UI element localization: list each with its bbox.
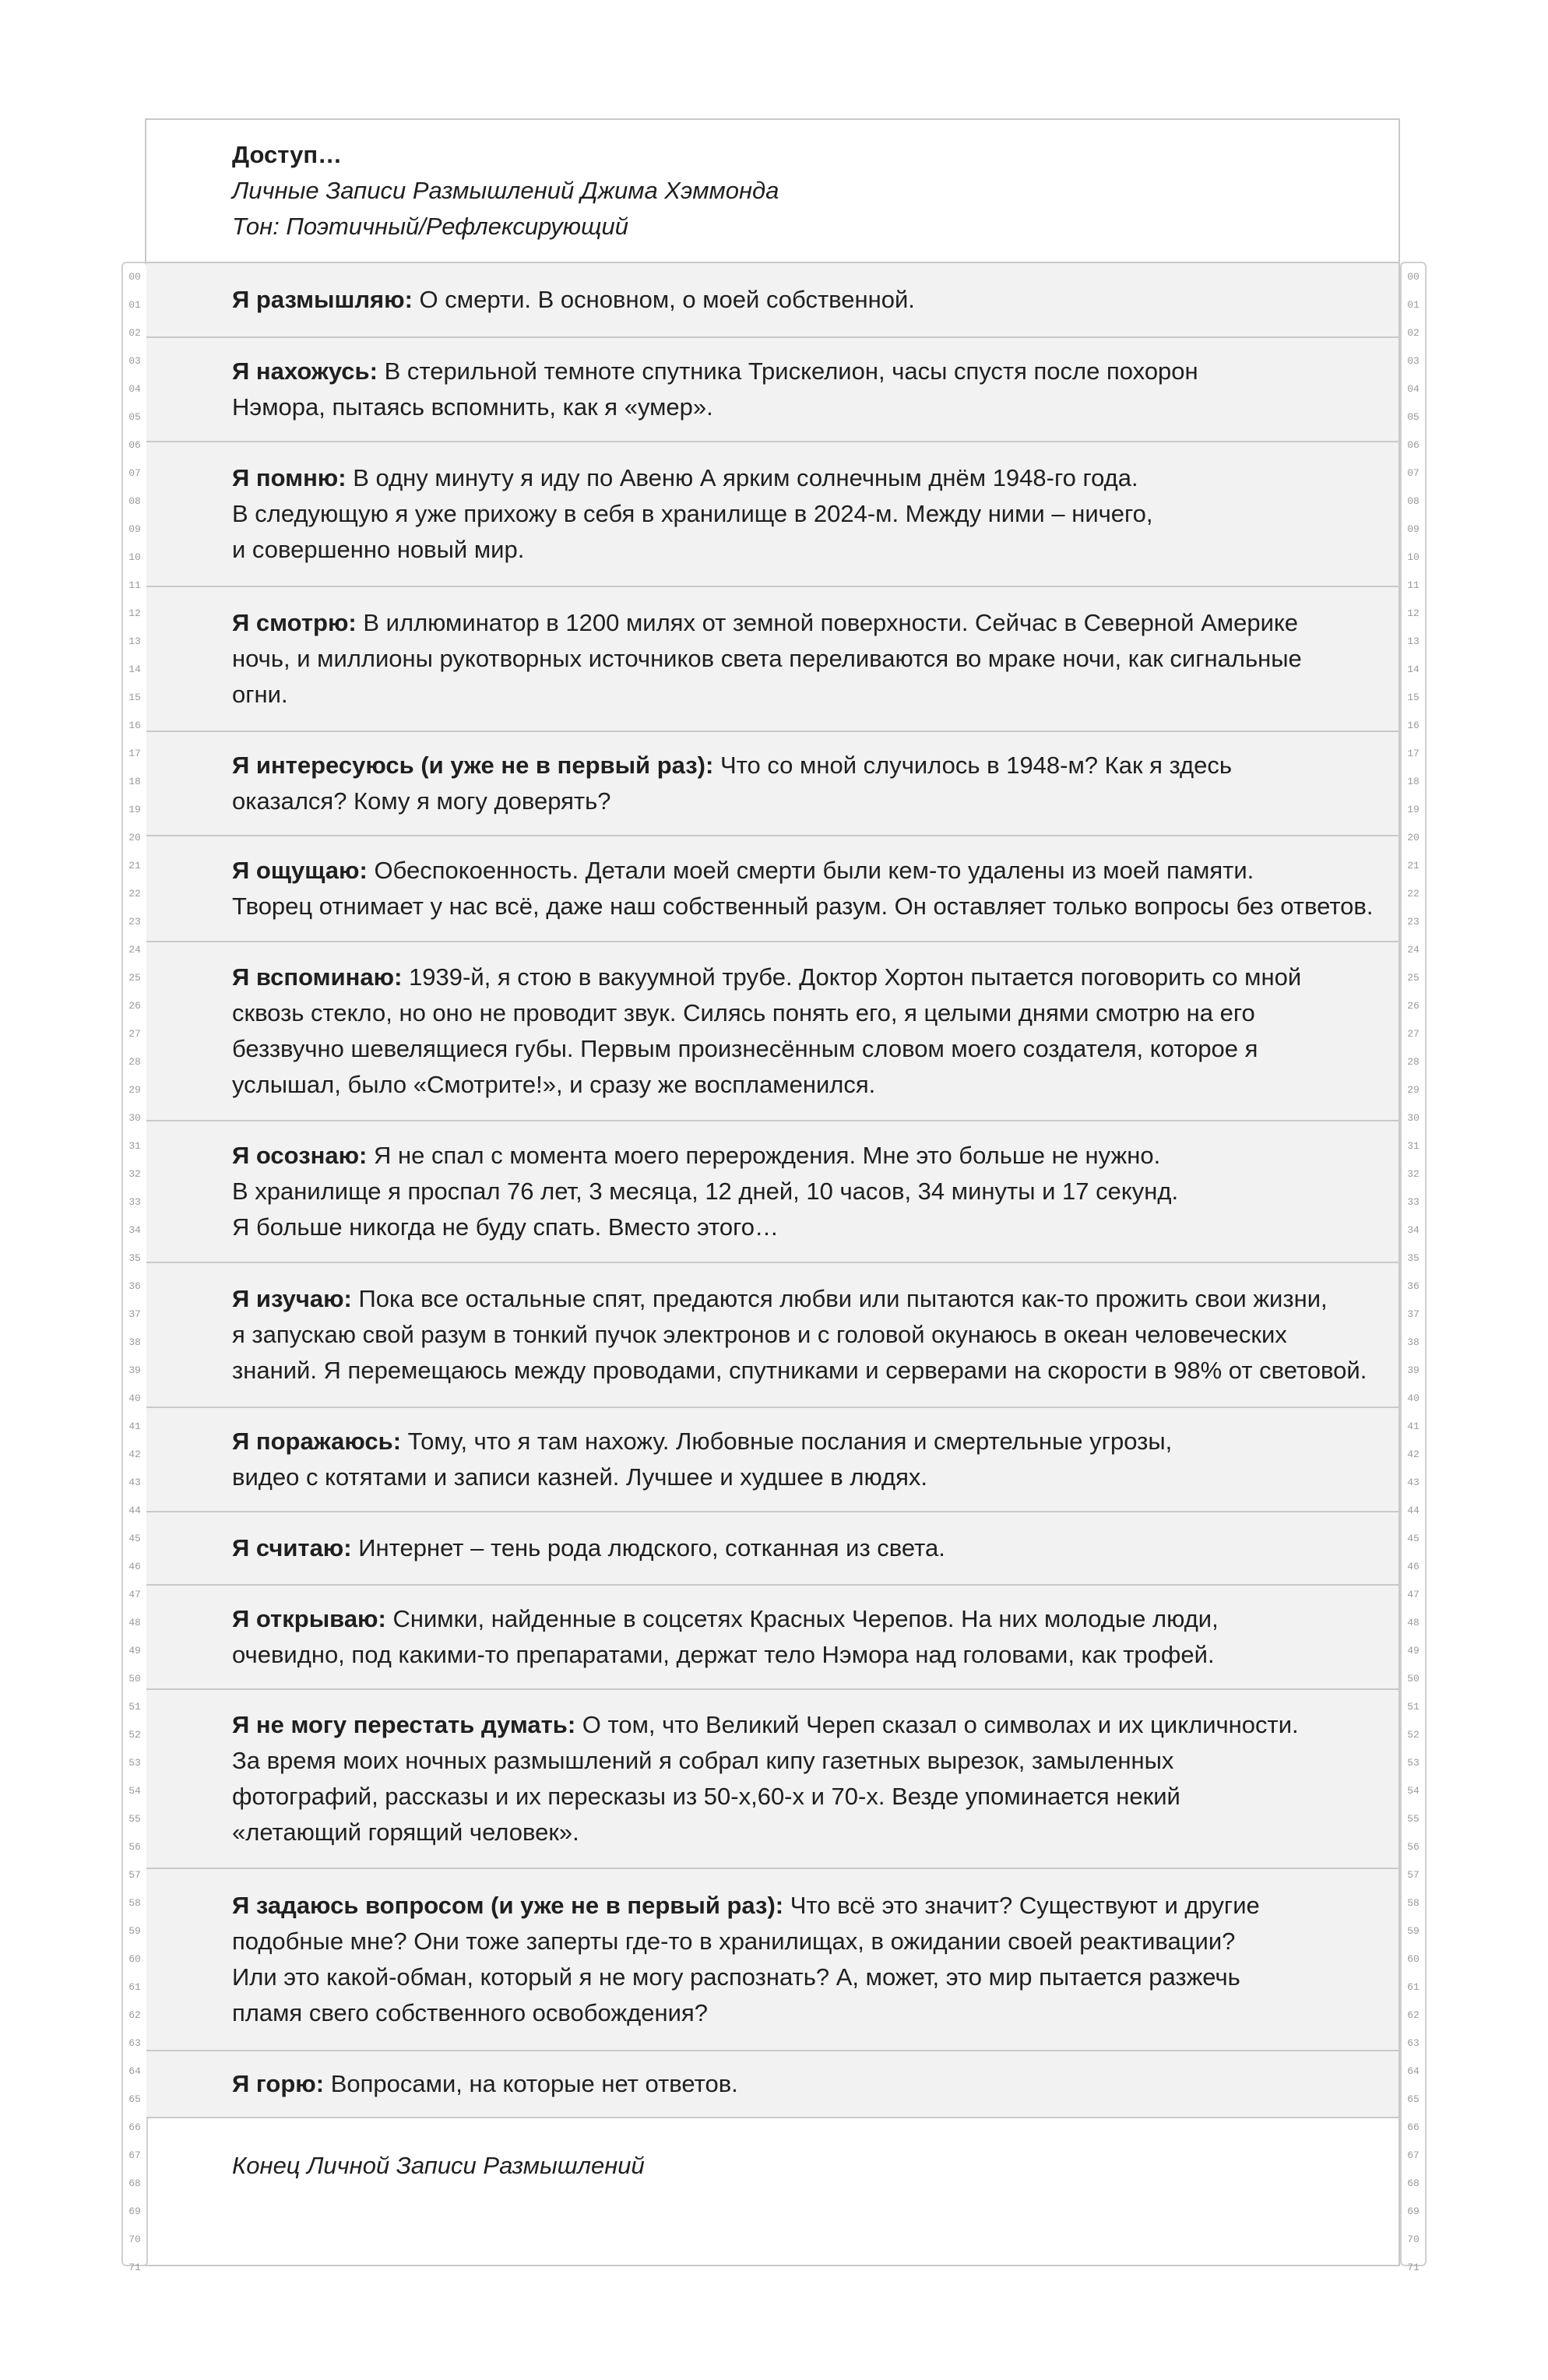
entry-line (232, 1317, 1398, 1353)
line-number: 25 (1407, 972, 1420, 984)
line-number: 57 (1407, 1869, 1420, 1881)
entry-text: В хранилище я проспал 76 лет, 3 месяца, 12 дней, 10 часов, 34 минуты и 17 секунд. (232, 1178, 1179, 1205)
entry-label: Я смотрю: (232, 609, 357, 636)
line-number: 18 (128, 776, 141, 787)
entry-text: В иллюминатор в 1200 милях от земной поверхности. Сейчас в Северной Америке (363, 609, 1299, 636)
line-number: 04 (1407, 383, 1420, 395)
line-number: 65 (128, 2093, 141, 2105)
entry-text: знаний. Я перемещаюсь между проводами, спутниками и серверами на скорости в 98% от световой. (232, 1357, 1367, 1384)
line-number: 33 (1407, 1196, 1420, 1208)
line-number: 44 (128, 1505, 141, 1516)
entry-text: Нэмора, пытаясь вспомнить, как я «умер». (232, 393, 713, 421)
line-number: 44 (1407, 1505, 1420, 1516)
entry-line (232, 1601, 1398, 1637)
line-number: 30 (128, 1112, 141, 1124)
line-number: 57 (128, 1869, 141, 1881)
line-number: 70 (1407, 2234, 1420, 2245)
entry-text: огни. (232, 681, 288, 708)
entry-line (232, 641, 1398, 677)
line-number: 03 (1407, 355, 1420, 367)
entry-label: Я нахожусь: (232, 357, 378, 385)
line-number: 49 (128, 1645, 141, 1656)
line-number: 20 (128, 832, 141, 843)
line-number: 08 (128, 495, 141, 507)
entry-text: 1939-й, я стою в вакуумной трубе. Доктор Хортон пытается поговорить со мной (409, 963, 1302, 991)
entry-text: В стерильной темноте спутника Трискелион, часы спустя после похорон (384, 357, 1198, 385)
line-number: 68 (1407, 2178, 1420, 2189)
entry-line (232, 605, 1398, 641)
line-number: 21 (128, 860, 141, 871)
entry-line (232, 1888, 1398, 1924)
entry-line (232, 1995, 1398, 2031)
line-number: 02 (128, 327, 141, 339)
line-number: 51 (1407, 1701, 1420, 1713)
line-number: 20 (1407, 832, 1420, 843)
line-number: 31 (1407, 1140, 1420, 1152)
line-number: 56 (1407, 1841, 1420, 1853)
line-number: 43 (1407, 1477, 1420, 1488)
line-number: 27 (1407, 1028, 1420, 1040)
line-number: 09 (1407, 523, 1420, 535)
entry-line (232, 1281, 1398, 1317)
line-number: 66 (128, 2121, 141, 2133)
entry-row (146, 1868, 1398, 2050)
line-number: 70 (128, 2234, 141, 2245)
entry-text: я запускаю свой разум в тонкий пучок электронов и с головой окунаюсь в океан человеческих (232, 1321, 1287, 1348)
line-number: 00 (128, 271, 141, 283)
line-number: 05 (128, 411, 141, 423)
line-number: 64 (1407, 2065, 1420, 2077)
entry-line (232, 496, 1398, 532)
entry-row (146, 941, 1398, 1120)
line-number: 21 (1407, 860, 1420, 871)
entry-row (146, 1511, 1398, 1584)
line-number: 39 (128, 1364, 141, 1376)
entry-line (232, 532, 1398, 568)
entry-text: Тому, что я там нахожу. Любовные послания и смертельные угрозы, (407, 1428, 1173, 1455)
line-number: 14 (128, 664, 141, 675)
line-number: 31 (128, 1140, 141, 1152)
line-number: 11 (128, 579, 141, 591)
entry-label: Я открываю: (232, 1605, 386, 1632)
line-number: 01 (128, 299, 141, 311)
line-number: 11 (1407, 579, 1420, 591)
entry-line (232, 2066, 1398, 2102)
line-number: 40 (1407, 1392, 1420, 1404)
entry-label: Я интересуюсь (и уже не в первый раз): (232, 752, 714, 779)
entry-text: Что всё это значит? Существуют и другие (790, 1892, 1260, 1919)
line-number: 53 (128, 1757, 141, 1769)
entry-line (232, 1530, 1398, 1566)
entry-row (146, 441, 1398, 586)
line-number: 29 (128, 1084, 141, 1096)
entry-text: О смерти. В основном, о моей собственной. (419, 286, 915, 313)
line-number: 36 (1407, 1280, 1420, 1292)
line-number: 04 (128, 383, 141, 395)
line-number: 16 (1407, 720, 1420, 731)
line-number: 50 (1407, 1673, 1420, 1685)
line-number: 06 (1407, 439, 1420, 451)
line-number: 23 (1407, 916, 1420, 928)
access-heading: Доступ… (232, 141, 343, 168)
entry-text: пламя свего собственного освобождения? (232, 1999, 708, 2026)
line-number: 43 (128, 1477, 141, 1488)
entry-line (232, 1174, 1398, 1209)
line-number: 69 (128, 2206, 141, 2217)
entry-line (232, 1067, 1398, 1103)
line-number: 15 (1407, 692, 1420, 703)
line-number: 33 (128, 1196, 141, 1208)
entry-label: Я вспоминаю: (232, 963, 403, 991)
line-number: 17 (128, 748, 141, 759)
entry-line (232, 1779, 1398, 1815)
line-number: 66 (1407, 2121, 1420, 2133)
line-number: 61 (128, 1981, 141, 1993)
line-number: 36 (128, 1280, 141, 1292)
line-number: 52 (1407, 1729, 1420, 1741)
line-number: 59 (128, 1925, 141, 1937)
entry-line (232, 1031, 1398, 1067)
line-number: 56 (128, 1841, 141, 1853)
line-number: 00 (1407, 271, 1420, 283)
line-number: 23 (128, 916, 141, 928)
entry-label: Я изучаю: (232, 1285, 352, 1312)
line-number: 62 (128, 2009, 141, 2021)
line-number: 19 (128, 804, 141, 815)
entry-line (232, 1353, 1398, 1389)
entry-text: «летающий горящий человек». (232, 1818, 579, 1846)
line-number: 48 (128, 1617, 141, 1628)
line-number: 46 (128, 1561, 141, 1572)
line-number: 19 (1407, 804, 1420, 815)
line-number: 48 (1407, 1617, 1420, 1628)
line-number: 35 (128, 1252, 141, 1264)
entry-text: Что со мной случилось в 1948-м? Как я здесь (719, 752, 1233, 779)
document-title: Личные Записи Размышлений Джима Хэммонда (232, 177, 779, 204)
line-number: 60 (1407, 1953, 1420, 1965)
entry-text: Снимки, найденные в соцсетях Красных Черепов. На них молодые люди, (392, 1605, 1219, 1632)
line-number: 03 (128, 355, 141, 367)
line-number: 51 (128, 1701, 141, 1713)
line-number: 26 (1407, 1000, 1420, 1012)
line-number: 38 (1407, 1336, 1420, 1348)
line-number: 41 (1407, 1421, 1420, 1432)
line-number: 54 (128, 1785, 141, 1797)
line-number: 07 (128, 467, 141, 479)
entry-text: Я больше никогда не буду спать. Вместо этого… (232, 1213, 779, 1241)
line-number: 34 (128, 1224, 141, 1236)
line-number: 37 (1407, 1308, 1420, 1320)
line-number: 02 (1407, 327, 1420, 339)
line-number: 53 (1407, 1757, 1420, 1769)
line-number: 46 (1407, 1561, 1420, 1572)
entry-row (146, 586, 1398, 731)
entry-row (146, 1688, 1398, 1868)
entry-row (146, 2050, 1398, 2117)
line-number: 40 (128, 1392, 141, 1404)
line-number: 42 (1407, 1449, 1420, 1460)
entry-line (232, 783, 1398, 819)
closing-divider (146, 2117, 1398, 2118)
line-number: 28 (1407, 1056, 1420, 1068)
entry-line (232, 1209, 1398, 1245)
line-number: 24 (1407, 944, 1420, 956)
entry-line (232, 1924, 1398, 1959)
entry-text: В одну минуту я иду по Авеню А ярким солнечным днём 1948-го года. (353, 464, 1138, 491)
entry-text: беззвучно шевелящиеся губы. Первым произнесённым словом моего создателя, которое я (232, 1035, 1258, 1062)
line-number: 09 (128, 523, 141, 535)
line-number: 39 (1407, 1364, 1420, 1376)
line-number: 22 (1407, 888, 1420, 900)
entry-line (232, 1707, 1398, 1743)
entry-row (146, 1584, 1398, 1688)
line-number: 67 (1407, 2149, 1420, 2161)
entry-text: Я не спал с момента моего перерождения. Мне это больше не нужно. (374, 1142, 1161, 1169)
entry-text: Пока все остальные спят, предаются любви или пытаются как-то прожить свои жизни, (358, 1285, 1328, 1312)
line-number: 54 (1407, 1785, 1420, 1797)
line-number: 55 (128, 1813, 141, 1825)
entry-line (232, 1743, 1398, 1779)
line-number: 52 (128, 1729, 141, 1741)
entry-text: Интернет – тень рода людского, сотканная из света. (358, 1534, 945, 1561)
line-number: 06 (128, 439, 141, 451)
line-number: 34 (1407, 1224, 1420, 1236)
entry-line (232, 677, 1398, 713)
line-number: 63 (1407, 2037, 1420, 2049)
entry-text: Обеспокоенность. Детали моей смерти были кем-то удалены из моей памяти. (374, 857, 1254, 884)
line-number: 27 (128, 1028, 141, 1040)
entry-label: Я осознаю: (232, 1142, 368, 1169)
entry-text: Вопросами, на которые нет ответов. (330, 2070, 738, 2097)
entry-line (232, 1424, 1398, 1459)
entry-line (232, 1815, 1398, 1850)
entry-row (146, 1262, 1398, 1407)
line-number: 12 (1407, 607, 1420, 619)
entry-text: и совершенно новый мир. (232, 536, 525, 563)
line-number: 63 (128, 2037, 141, 2049)
entry-label: Я размышляю: (232, 286, 413, 313)
line-number: 71 (1407, 2262, 1420, 2273)
line-number: 67 (128, 2149, 141, 2161)
line-number: 37 (128, 1308, 141, 1320)
entry-label: Я задаюсь вопросом (и уже не в первый раз): (232, 1892, 784, 1919)
line-number: 17 (1407, 748, 1420, 759)
line-number: 13 (128, 635, 141, 647)
line-number: 61 (1407, 1981, 1420, 1993)
entry-text: подобные мне? Они тоже заперты где-то в хранилищах, в ожидании своей реактивации? (232, 1928, 1236, 1955)
line-number: 25 (128, 972, 141, 984)
line-number: 12 (128, 607, 141, 619)
line-number: 35 (1407, 1252, 1420, 1264)
entry-text: За время моих ночных размышлений я собрал кипу газетных вырезок, замыленных (232, 1747, 1174, 1774)
entry-row (146, 835, 1398, 941)
entry-line (232, 959, 1398, 995)
entry-row (146, 731, 1398, 835)
entry-label: Я горю: (232, 2070, 325, 2097)
line-number: 38 (128, 1336, 141, 1348)
entry-text: услышал, было «Смотрите!», и сразу же воспламенился. (232, 1071, 876, 1098)
line-number: 13 (1407, 635, 1420, 647)
line-number: 65 (1407, 2093, 1420, 2105)
line-number: 50 (128, 1673, 141, 1685)
entry-text: ночь, и миллионы рукотворных источников света переливаются во мраке ночи, как сигнальные (232, 645, 1302, 672)
line-number: 55 (1407, 1813, 1420, 1825)
entry-text: видео с котятами и записи казней. Лучшее и худшее в людях. (232, 1463, 928, 1491)
line-number: 07 (1407, 467, 1420, 479)
entry-label: Я считаю: (232, 1534, 352, 1561)
line-number: 69 (1407, 2206, 1420, 2217)
line-number: 59 (1407, 1925, 1420, 1937)
entry-text: Или это какой-обман, который я не могу распознать? А, может, это мир пытается разжечь (232, 1963, 1240, 1991)
line-number: 24 (128, 944, 141, 956)
line-number: 14 (1407, 664, 1420, 675)
line-number: 26 (128, 1000, 141, 1012)
entry-row (146, 262, 1398, 336)
entry-text: оказался? Кому я могу доверять? (232, 787, 611, 815)
entry-text: сквозь стекло, но оно не проводит звук. Силясь понять его, я целыми днями смотрю на его (232, 999, 1255, 1026)
entry-text: О том, что Великий Череп сказал о символах и их цикличности. (582, 1711, 1299, 1738)
entry-line (232, 460, 1398, 496)
line-number: 62 (1407, 2009, 1420, 2021)
line-number: 45 (1407, 1533, 1420, 1544)
entry-text: очевидно, под какими-то препаратами, держат тело Нэмора над головами, как трофей. (232, 1641, 1215, 1668)
document-header (232, 137, 1369, 245)
line-number: 10 (1407, 551, 1420, 563)
entry-row (146, 1407, 1398, 1511)
line-number: 01 (1407, 299, 1420, 311)
line-number: 60 (128, 1953, 141, 1965)
entry-line (232, 1959, 1398, 1995)
line-number: 22 (128, 888, 141, 900)
line-number: 32 (1407, 1168, 1420, 1180)
entry-line (232, 889, 1398, 924)
entry-line (232, 354, 1398, 389)
line-number-gutter-left (121, 262, 148, 2273)
line-number: 71 (128, 2262, 141, 2273)
tone-label: Тон: Поэтичный/Рефлексирующий (232, 213, 628, 240)
line-number: 47 (128, 1589, 141, 1600)
line-number: 10 (128, 551, 141, 563)
entry-line (232, 389, 1398, 425)
line-number: 45 (128, 1533, 141, 1544)
line-number: 42 (128, 1449, 141, 1460)
line-number: 15 (128, 692, 141, 703)
entry-line (232, 1637, 1398, 1673)
line-number: 58 (1407, 1897, 1420, 1909)
entry-text: Творец отнимает у нас всё, даже наш собственный разум. Он оставляет только вопросы без ответов. (232, 892, 1374, 920)
line-number: 16 (128, 720, 141, 731)
entry-label: Я не могу перестать думать: (232, 1711, 576, 1738)
entry-text: фотографий, рассказы и их пересказы из 50-х,60-х и 70-х. Везде упоминается некий (232, 1783, 1180, 1810)
line-number: 28 (128, 1056, 141, 1068)
entry-line (232, 995, 1398, 1031)
line-number: 49 (1407, 1645, 1420, 1656)
closing-line: Конец Личной Записи Размышлений (232, 2152, 645, 2179)
line-number: 30 (1407, 1112, 1420, 1124)
entry-row (146, 336, 1398, 441)
entry-line (232, 282, 1398, 318)
line-number: 32 (128, 1168, 141, 1180)
entry-label: Я поражаюсь: (232, 1428, 402, 1455)
entry-row (146, 1120, 1398, 1262)
entry-text: В следующую я уже прихожу в себя в хранилище в 2024-м. Между ними – ничего, (232, 500, 1153, 527)
line-number: 08 (1407, 495, 1420, 507)
line-number-gutter-right (1400, 262, 1427, 2273)
entry-line (232, 748, 1398, 783)
entry-label: Я помню: (232, 464, 347, 491)
line-number: 47 (1407, 1589, 1420, 1600)
entry-line (232, 853, 1398, 889)
entry-line (232, 1459, 1398, 1495)
line-number: 29 (1407, 1084, 1420, 1096)
line-number: 68 (128, 2178, 141, 2189)
line-number: 18 (1407, 776, 1420, 787)
entry-line (232, 1138, 1398, 1174)
line-number: 64 (128, 2065, 141, 2077)
line-number: 41 (128, 1421, 141, 1432)
line-number: 05 (1407, 411, 1420, 423)
line-number: 58 (128, 1897, 141, 1909)
entry-label: Я ощущаю: (232, 857, 368, 884)
